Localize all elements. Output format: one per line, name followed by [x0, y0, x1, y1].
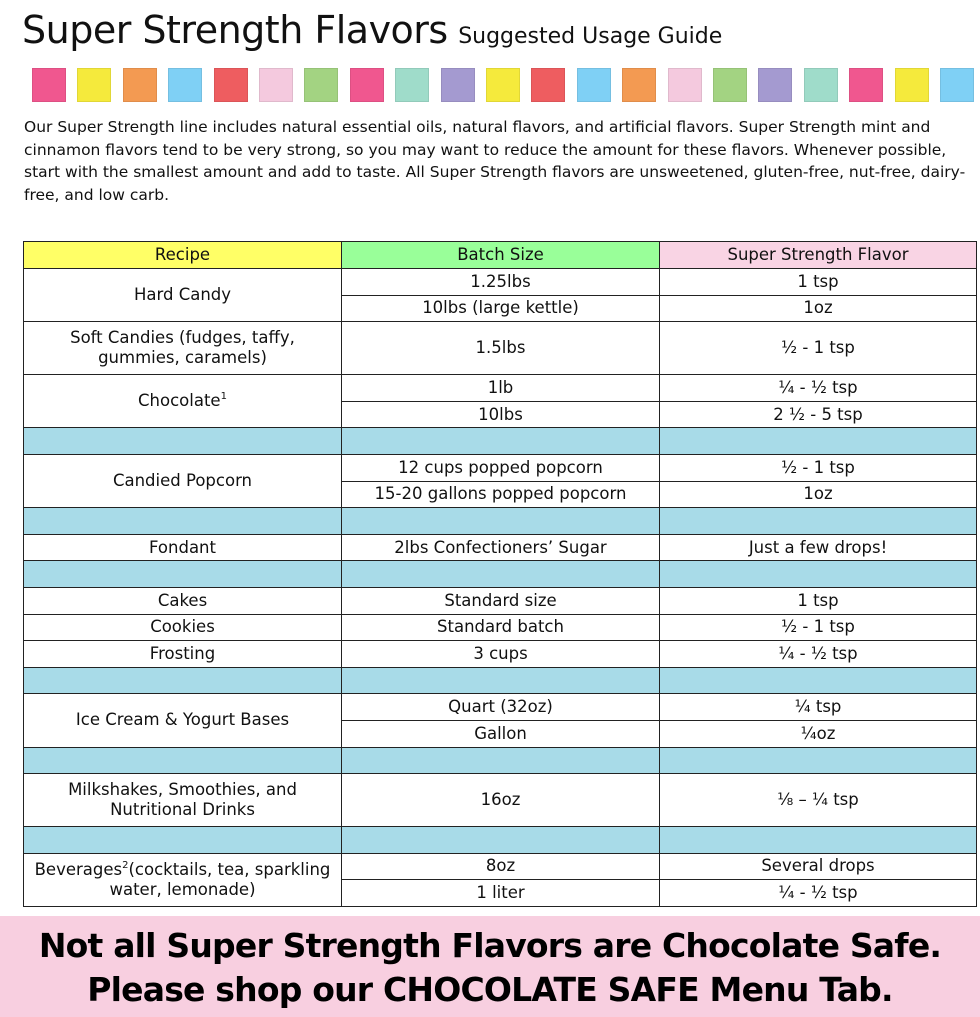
flavor-cell: ½ - 1 tsp	[660, 614, 977, 641]
table-row	[24, 587, 977, 614]
batch-cell: Standard size	[342, 587, 660, 614]
batch-cell: Quart (32oz)	[342, 694, 660, 721]
header-flavor: Super Strength Flavor	[660, 242, 977, 269]
batch-cell: 1.25lbs	[342, 269, 660, 296]
color-swatch	[32, 68, 66, 102]
flavor-cell: 1oz	[660, 481, 977, 508]
flavor-cell: ¼ - ½ tsp	[660, 375, 977, 402]
color-swatch	[441, 68, 475, 102]
separator-row	[24, 561, 977, 588]
flavor-cell: 1 tsp	[660, 587, 977, 614]
batch-cell: 16oz	[342, 774, 660, 827]
batch-cell: 2lbs Confectioners’ Sugar	[342, 534, 660, 561]
table-row	[24, 641, 977, 668]
batch-cell: 1 liter	[342, 880, 660, 907]
table-row	[24, 694, 977, 721]
header-batch-size: Batch Size	[342, 242, 660, 269]
table-header-row	[24, 242, 977, 269]
color-swatch	[804, 68, 838, 102]
intro-paragraph: Our Super Strength line includes natural essential oils, natural flavors, and artificial flavors. Super Strength mint and cinnamon flavors tend to be very strong, so you may want to reduce the amount for these flavors. Whenever possible, start with the smallest amount and add to taste. All Super Strength flavors are unsweetened, gluten-free, nut-free, dairy-free, and low carb.	[24, 118, 966, 204]
color-swatch	[668, 68, 702, 102]
color-swatch	[713, 68, 747, 102]
flavor-cell: ½ - 1 tsp	[660, 454, 977, 481]
flavor-cell: Just a few drops!	[660, 534, 977, 561]
batch-cell: Gallon	[342, 720, 660, 747]
recipe-beverages	[24, 853, 342, 906]
flavor-cell: ¼oz	[660, 720, 977, 747]
recipe-soft-candies: Soft Candies (fudges, taffy, gummies, caramels)	[24, 322, 342, 375]
flavor-cell: 1oz	[660, 295, 977, 322]
recipe-fondant: Fondant	[24, 534, 342, 561]
banner-line-1: Not all Super Strength Flavors are Chocolate Safe.	[38, 926, 942, 965]
title-subtitle: Suggested Usage Guide	[458, 24, 723, 49]
color-swatch	[259, 68, 293, 102]
separator-row	[24, 428, 977, 455]
recipe-beverages-label: Beverages	[34, 859, 123, 879]
batch-cell: Standard batch	[342, 614, 660, 641]
flavor-cell: ¼ - ½ tsp	[660, 641, 977, 668]
separator-row	[24, 747, 977, 774]
color-swatch	[214, 68, 248, 102]
flavor-cell: 1 tsp	[660, 269, 977, 296]
flavor-cell: 2 ½ - 5 tsp	[660, 401, 977, 428]
batch-cell: 3 cups	[342, 641, 660, 668]
chocolate-safe-banner	[0, 916, 980, 1017]
page-title	[22, 8, 722, 52]
flavor-cell: Several drops	[660, 853, 977, 880]
recipe-cookies: Cookies	[24, 614, 342, 641]
footnote-marker: 1	[220, 391, 227, 403]
usage-table	[23, 241, 977, 907]
color-swatch	[531, 68, 565, 102]
table-row	[24, 534, 977, 561]
title-main: Super Strength Flavors	[22, 8, 448, 52]
recipe-cakes: Cakes	[24, 587, 342, 614]
separator-row	[24, 667, 977, 694]
separator-row	[24, 827, 977, 854]
table-row	[24, 322, 977, 375]
recipe-ice-cream: Ice Cream & Yogurt Bases	[24, 694, 342, 747]
batch-cell: 12 cups popped popcorn	[342, 454, 660, 481]
flavor-cell: ½ - 1 tsp	[660, 322, 977, 375]
header-recipe: Recipe	[24, 242, 342, 269]
color-swatch	[577, 68, 611, 102]
color-swatch	[940, 68, 974, 102]
color-swatch	[622, 68, 656, 102]
batch-cell: 8oz	[342, 853, 660, 880]
recipe-beverages-detail: (cocktails, tea, sparkling water, lemonade)	[109, 859, 331, 899]
batch-cell: 10lbs (large kettle)	[342, 295, 660, 322]
color-swatch	[758, 68, 792, 102]
table-row	[24, 774, 977, 827]
color-swatch	[486, 68, 520, 102]
recipe-hard-candy: Hard Candy	[24, 269, 342, 322]
banner-line-2: Please shop our CHOCOLATE SAFE Menu Tab.	[87, 970, 893, 1009]
table-row	[24, 853, 977, 880]
recipe-chocolate	[24, 375, 342, 428]
color-swatch	[168, 68, 202, 102]
batch-cell: 1.5lbs	[342, 322, 660, 375]
batch-cell: 10lbs	[342, 401, 660, 428]
flavor-cell: ¼ - ½ tsp	[660, 880, 977, 907]
color-swatch	[123, 68, 157, 102]
table-row	[24, 614, 977, 641]
color-swatch	[849, 68, 883, 102]
batch-cell: 15-20 gallons popped popcorn	[342, 481, 660, 508]
color-swatch	[304, 68, 338, 102]
color-swatch	[895, 68, 929, 102]
separator-row	[24, 508, 977, 535]
recipe-candied-popcorn: Candied Popcorn	[24, 454, 342, 507]
recipe-frosting: Frosting	[24, 641, 342, 668]
table-row	[24, 375, 977, 402]
table-row	[24, 269, 977, 296]
batch-cell: 1lb	[342, 375, 660, 402]
footnote-marker: 2	[122, 859, 129, 871]
flavor-cell: ⅛ – ¼ tsp	[660, 774, 977, 827]
table-row	[24, 454, 977, 481]
recipe-milkshakes: Milkshakes, Smoothies, and Nutritional Drinks	[24, 774, 342, 827]
color-swatch	[77, 68, 111, 102]
color-swatch	[395, 68, 429, 102]
recipe-chocolate-label: Chocolate	[138, 391, 221, 411]
flavor-cell: ¼ tsp	[660, 694, 977, 721]
color-swatch	[350, 68, 384, 102]
